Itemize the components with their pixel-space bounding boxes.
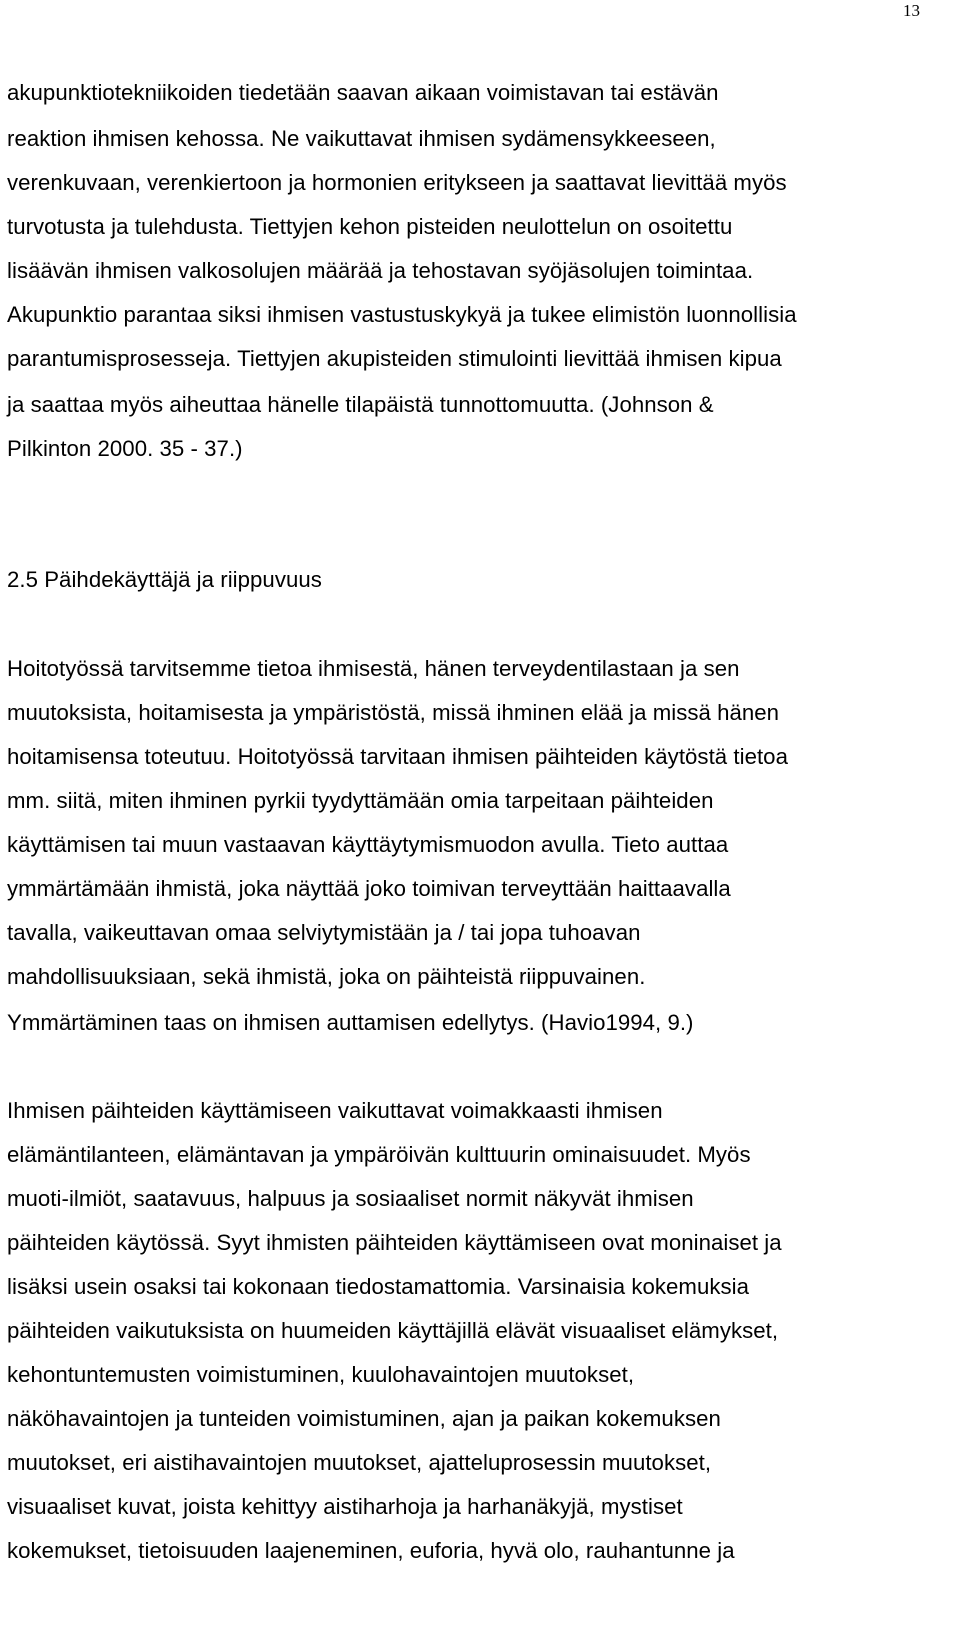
- text-line: turvotusta ja tulehdusta. Tiettyjen kehon pisteiden neulottelun on osoitettu: [7, 214, 733, 239]
- text-line: mahdollisuuksiaan, sekä ihmistä, joka on päihteistä riippuvainen.: [7, 964, 646, 989]
- text-line: kokemukset, tietoisuuden laajeneminen, euforia, hyvä olo, rauhantunne ja: [7, 1538, 735, 1563]
- text-line: ymmärtämään ihmistä, joka näyttää joko toimivan terveyttään haittaavalla: [7, 876, 731, 901]
- page-number: 13: [903, 1, 920, 20]
- text-line: akupunktiotekniikoiden tiedetään saavan aikaan voimistavan tai estävän: [7, 80, 719, 105]
- text-line: Akupunktio parantaa siksi ihmisen vastustuskykyä ja tukee elimistön luonnollisia: [7, 302, 797, 327]
- text-line: visuaaliset kuvat, joista kehittyy aistiharhoja ja harhanäkyjä, mystiset: [7, 1494, 683, 1519]
- text-line: päihteiden käytössä. Syyt ihmisten päihteiden käyttämiseen ovat moninaiset ja: [7, 1230, 782, 1255]
- text-line: näköhavaintojen ja tunteiden voimistuminen, ajan ja paikan kokemuksen: [7, 1406, 721, 1431]
- text-line: muutokset, eri aistihavaintojen muutokset, ajatteluprosessin muutokset,: [7, 1450, 712, 1475]
- text-line: Pilkinton 2000. 35 - 37.): [7, 436, 243, 461]
- text-line: verenkuvaan, verenkiertoon ja hormonien eritykseen ja saattavat lievittää myös: [7, 170, 787, 195]
- text-line: reaktion ihmisen kehossa. Ne vaikuttavat ihmisen sydämensykkeeseen,: [7, 126, 716, 151]
- text-line: muutoksista, hoitamisesta ja ympäristöstä, missä ihminen elää ja missä hänen: [7, 700, 780, 725]
- text-line: parantumisprosesseja. Tiettyjen akupisteiden stimulointi lievittää ihmisen kipua: [7, 346, 782, 371]
- text-line: kehontuntemusten voimistuminen, kuulohavaintojen muutokset,: [7, 1362, 635, 1387]
- text-line: lisäävän ihmisen valkosolujen määrää ja tehostavan syöjäsolujen toimintaa.: [7, 258, 754, 283]
- text-line: lisäksi usein osaksi tai kokonaan tiedostamattomia. Varsinaisia kokemuksia: [7, 1274, 749, 1299]
- section-heading: 2.5 Päihdekäyttäjä ja riippuvuus: [7, 567, 322, 592]
- text-line: Ihmisen päihteiden käyttämiseen vaikuttavat voimakkaasti ihmisen: [7, 1098, 663, 1123]
- text-line: elämäntilanteen, elämäntavan ja ympäröivän kulttuurin ominaisuudet. Myös: [7, 1142, 751, 1167]
- text-line: hoitamisensa toteutuu. Hoitotyössä tarvitaan ihmisen päihteiden käytöstä tietoa: [7, 744, 788, 769]
- text-line: muoti-ilmiöt, saatavuus, halpuus ja sosiaaliset normit näkyvät ihmisen: [7, 1186, 694, 1211]
- text-line: ja saattaa myös aiheuttaa hänelle tilapäistä tunnottomuutta. (Johnson &: [7, 392, 714, 417]
- text-line: päihteiden vaikutuksista on huumeiden käyttäjillä elävät visuaaliset elämykset,: [7, 1318, 779, 1343]
- text-line: käyttämisen tai muun vastaavan käyttäytymismuodon avulla. Tieto auttaa: [7, 832, 729, 857]
- text-line: Ymmärtäminen taas on ihmisen auttamisen edellytys. (Havio1994, 9.): [7, 1010, 694, 1035]
- text-line: mm. siitä, miten ihminen pyrkii tyydyttämään omia tarpeitaan päihteiden: [7, 788, 714, 813]
- text-line: Hoitotyössä tarvitsemme tietoa ihmisestä, hänen terveydentilastaan ja sen: [7, 656, 740, 681]
- text-line: tavalla, vaikeuttavan omaa selviytymistään ja / tai jopa tuhoavan: [7, 920, 641, 945]
